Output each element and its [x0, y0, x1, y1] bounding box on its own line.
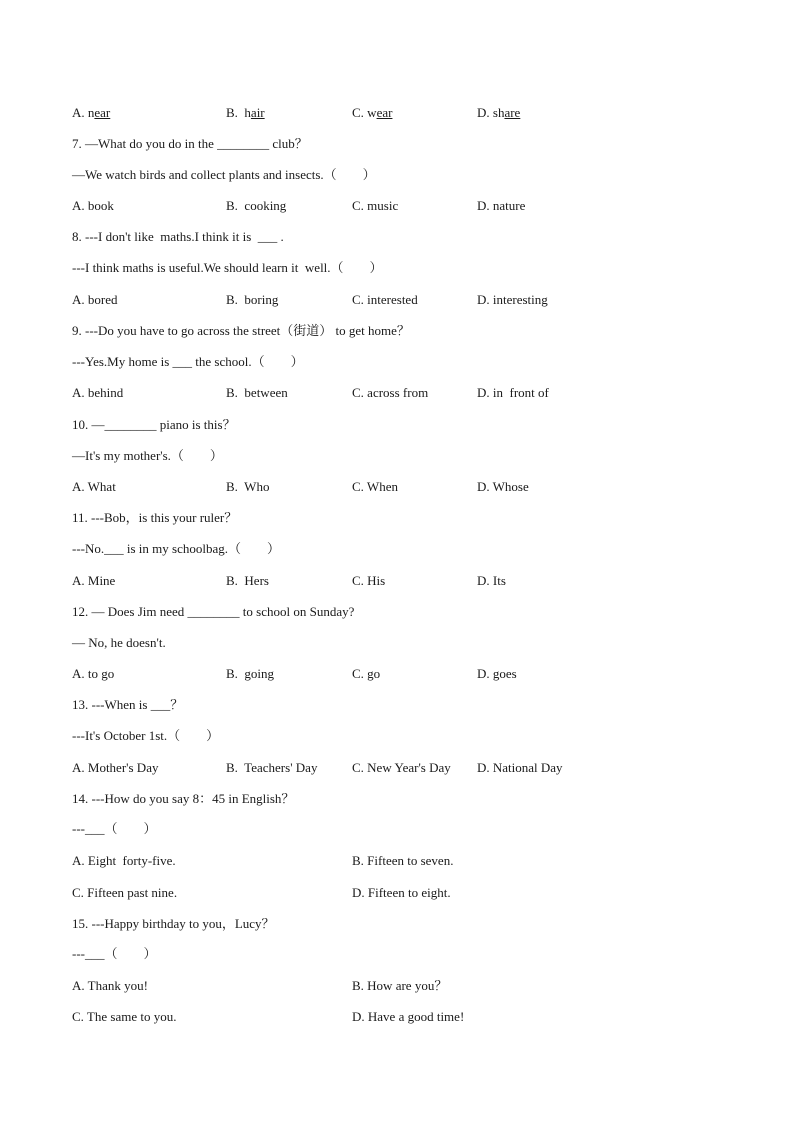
q7-reply: —We watch birds and collect plants and insects.（ ）	[72, 167, 376, 182]
q12-option-d: D. goes	[477, 666, 517, 681]
q12-reply: — No, he doesn't.	[72, 635, 166, 650]
q6-option-c: C. wear	[352, 105, 393, 120]
q11-options	[72, 573, 752, 589]
q10-reply: —It's my mother's.（ ）	[72, 448, 223, 463]
q9-options	[72, 385, 752, 401]
q8-options	[72, 292, 752, 308]
q14-stem: 14. ---How do you say 8：45 in English？	[72, 791, 295, 806]
q11-option-c: C. His	[352, 573, 386, 588]
q14-options-row1	[72, 853, 752, 869]
q6-option-a: A. near	[72, 105, 111, 120]
q13-options	[72, 760, 752, 776]
q10-option-d: D. Whose	[477, 479, 529, 494]
q12-options	[72, 666, 752, 682]
q14-option-d: D. Fifteen to eight.	[352, 885, 451, 900]
q6-options	[72, 105, 752, 121]
q10-option-b: B. Who	[226, 479, 270, 494]
q14-option-c: C. Fifteen past nine.	[72, 885, 178, 900]
q13-option-b: B. Teachers' Day	[226, 760, 318, 775]
q7-option-c: C. music	[352, 198, 399, 213]
q11-option-a: A. Mine	[72, 573, 116, 588]
q7-option-d: D. nature	[477, 198, 526, 213]
q11-option-b: B. Hers	[226, 573, 269, 588]
q7-options	[72, 198, 752, 214]
q8-reply: ---I think maths is useful.We should learn it well.（ ）	[72, 260, 383, 275]
q7-option-a: A. book	[72, 198, 114, 213]
q13-option-a: A. Mother's Day	[72, 760, 159, 775]
q14-option-a: A. Eight forty-five.	[72, 853, 176, 868]
q8-option-a: A. bored	[72, 292, 118, 307]
q14-option-b: B. Fifteen to seven.	[352, 853, 454, 868]
q12-stem: 12. — Does Jim need ________ to school on Sunday?	[72, 604, 355, 619]
q9-stem: 9. ---Do you have to go across the street（街道） to get home？	[72, 323, 410, 338]
q9-option-c: C. across from	[352, 385, 429, 400]
q7-option-b: B. cooking	[226, 198, 287, 213]
q15-options-row2	[72, 1009, 752, 1025]
q13-reply: ---It's October 1st.（ ）	[72, 728, 220, 743]
q9-option-b: B. between	[226, 385, 288, 400]
q10-option-a: A. What	[72, 479, 116, 494]
q13-stem: 13. ---When is ___？	[72, 697, 184, 712]
q8-stem: 8. ---I don't like maths.I think it is ___ .	[72, 229, 284, 244]
q12-option-c: C. go	[352, 666, 381, 681]
q15-option-a: A. Thank you!	[72, 978, 148, 993]
q15-option-d: D. Have a good time!	[352, 1009, 465, 1024]
q14-reply: ---___（ ）	[72, 821, 157, 836]
q8-option-c: C. interested	[352, 292, 418, 307]
q10-options	[72, 479, 752, 495]
q7-stem: 7. —What do you do in the ________ club？	[72, 136, 308, 151]
q11-reply: ---No.___ is in my schoolbag.（ ）	[72, 541, 280, 556]
q9-option-a: A. behind	[72, 385, 124, 400]
q15-options-row1	[72, 978, 752, 994]
q13-option-d: D. National Day	[477, 760, 563, 775]
q9-reply: ---Yes.My home is ___ the school.（ ）	[72, 354, 304, 369]
q8-option-d: D. interesting	[477, 292, 548, 307]
q6-option-b: B. hair	[226, 105, 265, 120]
q15-option-b: B. How are you？	[352, 978, 448, 993]
q8-option-b: B. boring	[226, 292, 279, 307]
q10-stem: 10. —________ piano is this？	[72, 417, 236, 432]
q15-reply: ---___（ ）	[72, 946, 157, 961]
q15-stem: 15. ---Happy birthday to you，Lucy？	[72, 916, 275, 931]
q11-stem: 11. ---Bob，is this your ruler？	[72, 510, 238, 525]
q15-option-c: C. The same to you.	[72, 1009, 177, 1024]
q9-option-d: D. in front of	[477, 385, 549, 400]
q10-option-c: C. When	[352, 479, 398, 494]
q11-option-d: D. Its	[477, 573, 506, 588]
q13-option-c: C. New Year's Day	[352, 760, 451, 775]
q14-options-row2	[72, 885, 752, 901]
q12-option-a: A. to go	[72, 666, 115, 681]
q12-option-b: B. going	[226, 666, 275, 681]
q6-option-d: D. share	[477, 105, 521, 120]
